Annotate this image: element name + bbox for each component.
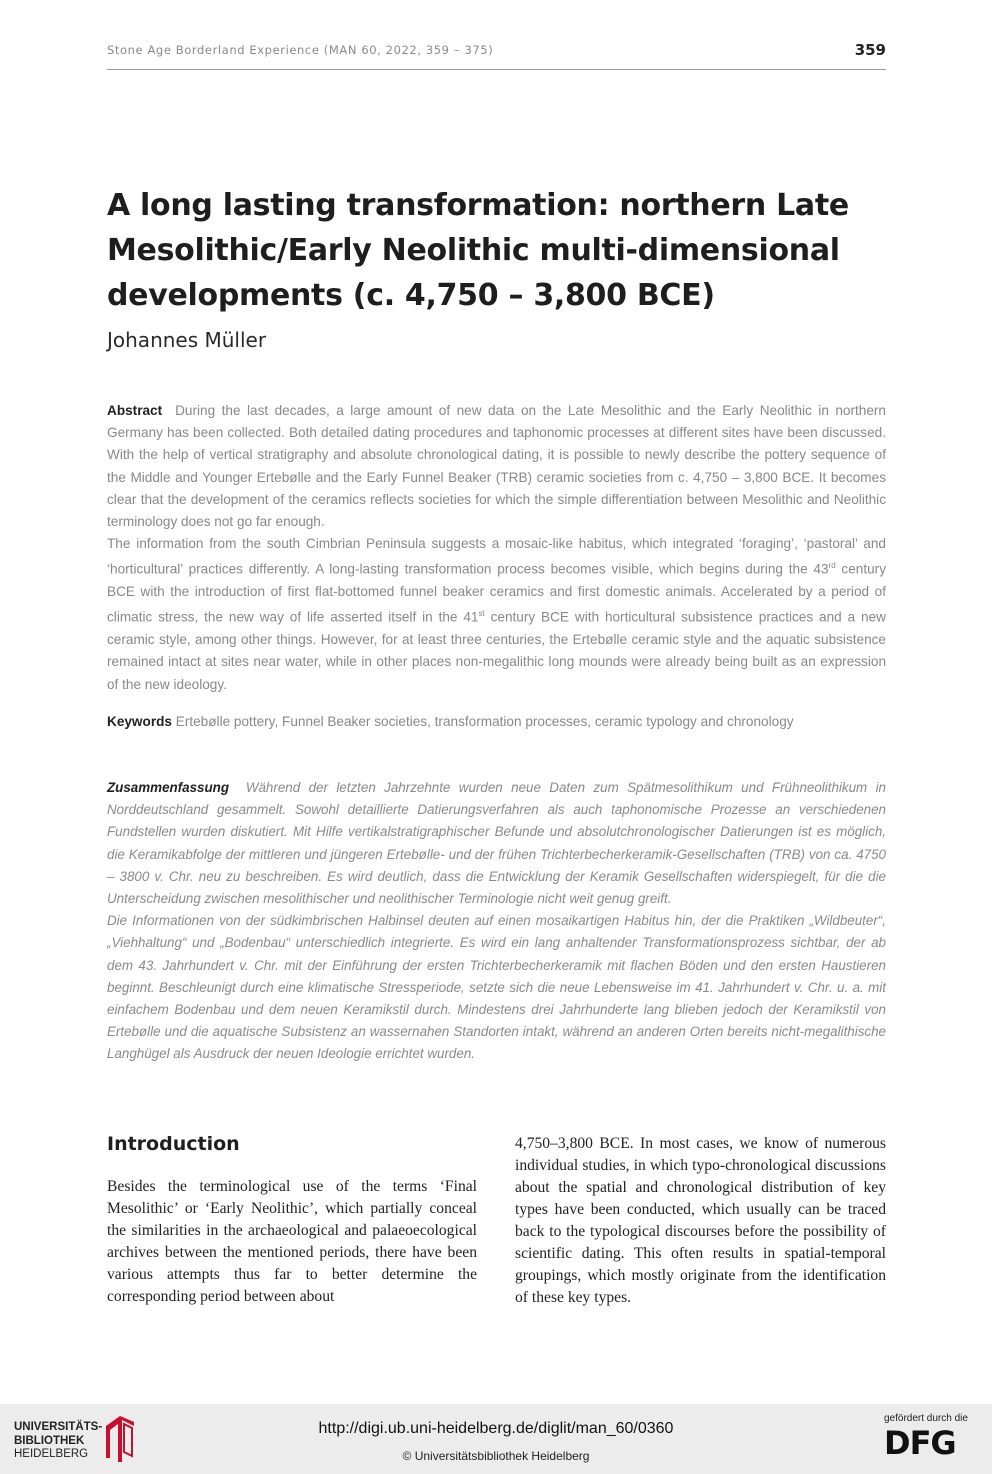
abstract-text-2a: The information from the south Cimbrian Peninsula suggests a mosaic-like habitus, which integrated ‘foraging’, ‘pastoral’ and ‘horticultural’ practices differently. A long-lasting transformation process becomes visible, which begins during the 43 [107,536,886,577]
abstract-paragraph-2 [107,533,886,695]
body-column-right [515,1133,886,1309]
page-number: 359 [854,41,886,59]
introduction-text-left: Besides the terminological use of the terms ‘Final Mesolithic’ or ‘Early Neolithic’, which partially conceal the similarities in the archaeological and palaeoecological archives between the mentioned periods, there have been various attempts thus far to better determine the corresponding period between about [107,1178,477,1305]
digitization-footer [0,1404,992,1474]
dfg-logo: DFG [884,1424,956,1462]
copyright-notice: © Universitätsbibliothek Heidelberg [402,1449,590,1463]
zusammenfassung [107,777,886,1066]
keywords-label: Keywords [107,714,172,729]
zusammenfassung-paragraph-2: Die Informationen von der südkimbrischen Halbinsel deuten auf einen mosaikartigen Habitus hin, der die Praktiken „Wildbeuter“, „Viehhaltung“ und „Bodenbau“ unterschiedlich integrierte. Es wird ein lang anhaltender Transformationsprozess sichtbar, der ab dem 43. Jahrhundert v. Chr. mit der Einführung der ersten Trichterbecherkeramik mit flachen Böden und den ersten Haustieren beginnt. Beschleunigt durch eine klimatische Stressperiode, setzte sich die neue Lebensweise im 41. Jahrhundert v. Chr. u. a. mit einfachem Bodenbau und dem neuen Keramikstil durch. Mindestens drei Jahrhunderte lang blieben jedoch der Keramikstil von Ertebølle und die aquatische Subsistenz an wassernahen Standorten intakt, während an anderen Orten bereits nicht-megalithische Langhügel als Ausdruck der neuen Ideologie errichtet wurden. [107,913,886,1062]
abstract-text-2c: century BCE with horticultural subsistence practices and a new ceramic style, among other things. However, for at least three centuries, the Ertebølle ceramic style and the aquatic subsistence remained intact at sites near water, while in other places non-megalithic long mounds were already being built as an expression of the new ideology. [107,609,886,692]
funding-note: gefördert durch die [884,1413,968,1424]
library-name-line-2: BIBLIOTHEK [14,1434,85,1447]
running-head [107,43,886,70]
ordinal-suffix: rd [828,561,836,571]
zusammenfassung-paragraph-1 [107,777,886,910]
zusammenfassung-text-1: Während der letzten Jahrzehnte wurden neue Daten zum Spätmesolithikum und Frühneolithikum in Norddeutschland gesammelt. Sowohl detaillierte Datierungsverfahren als auch taphonomische Prozesse an verschiedenen Fundstellen wurden diskutiert. Mit Hilfe vertikalstratigraphischer Befunde und absolutchronologischer Datierungen ist es möglich, die Keramikabfolge der mittleren und jüngeren Ertebølle- und der frühen Trichterbecherkeramik-Gesellschaften (TRB) von ca. 4750 – 3800 v. Chr. neu zu beschreiben. Es wird deutlich, dass die Entwicklung der Keramik Gesellschaften widerspiegelt, für die die Unterscheidung zwischen mesolithischer und neolithischer Terminologie nicht weit genug greift. [107,780,886,907]
library-name-line-1: UNIVERSITÄTS- [14,1421,103,1433]
abstract-paragraph-1 [107,400,886,533]
abstract-text-1: During the last decades, a large amount of new data on the Late Mesolithic and the Early Neolithic in northern Germany has been collected. Both detailed dating procedures and taphonomic processes at different sites have been discussed. With the help of vertical stratigraphy and absolute chronological dating, it is possible to newly describe the pottery sequence of the Middle and Younger Ertebølle and the Early Funnel Beaker (TRB) ceramic societies from c. 4,750 – 3,800 BCE. It becomes clear that the development of the ceramics reflects societies for which the simple differentiation between Mesolithic and Neolithic terminology does not go far enough. [107,403,886,530]
ordinal-suffix: st [478,609,485,619]
introduction-text-right: 4,750–3,800 BCE. In most cases, we know of numerous individual studies, in which typo-chronological discussions about the spatial and chronological distribution of key types have been conducted, which usually can be traced back to the typological discourses before the possibility of scientific dating. This often results in spatial-temporal groupings, which mostly originate from the identification of these key types. [515,1135,886,1306]
journal-citation: Stone Age Borderland Experience (MAN 60, 2022, 359 – 375) [107,43,494,57]
library-name-line-3: HEIDELBERG [14,1448,89,1460]
author-name: Johannes Müller [107,328,267,352]
abstract [107,400,886,696]
keywords [107,711,886,733]
abstract-label: Abstract [107,403,163,418]
section-heading-introduction: Introduction [107,1133,240,1155]
keywords-text: Ertebølle pottery, Funnel Beaker societies, transformation processes, ceramic typology and chronology [175,714,794,729]
article-title: A long lasting transformation: northern Late Mesolithic/Early Neolithic multi-dimensional developments (c. 4,750 – 3,800 BCE) [107,188,849,313]
abstract-text-2b: century BCE with the introduction of first flat-bottomed funnel beaker ceramics and first domestic animals. Accelerated by a period of climatic stress, the new way of life asserted itself in the 41 [107,561,887,625]
body-column-left [107,1130,477,1308]
permalink-url[interactable]: http://digi.ub.uni-heidelberg.de/diglit/man_60/0360 [318,1420,674,1437]
zusammenfassung-label: Zusammenfassung [107,780,230,795]
